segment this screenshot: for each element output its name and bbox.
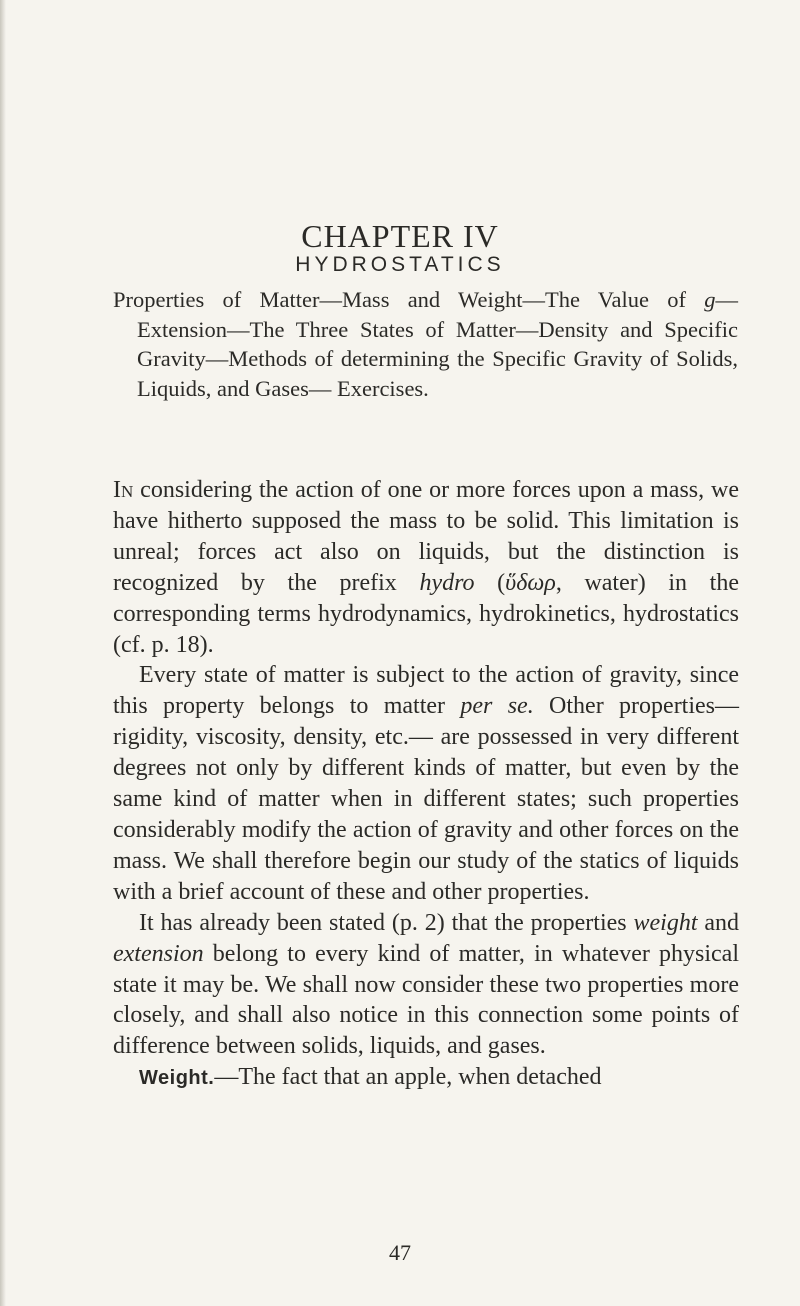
body-text bbox=[113, 475, 739, 1094]
summary-g-symbol: g bbox=[704, 287, 716, 312]
term-weight: weight bbox=[633, 909, 698, 936]
paragraph-text: and bbox=[697, 909, 740, 936]
greek-word: ὕδωρ bbox=[505, 569, 556, 596]
term-hydro: hydro bbox=[419, 569, 475, 596]
summary-text bbox=[113, 285, 738, 403]
paragraph-2 bbox=[113, 660, 739, 907]
paragraph-text: —The fact that an apple, when detached bbox=[214, 1064, 602, 1091]
paragraph-text: considering the action of one or more forces upon a mass, we have hitherto supposed the mass to be solid. This limitation is unreal; forces act also on liquids, but the distinction is recognized by the prefix bbox=[113, 477, 739, 596]
paragraph-lead-word: In bbox=[113, 477, 134, 503]
paragraph-text: , water) in the corresponding terms hydrodynamics, hydrokinetics, hydrostatics (cf. p. 18). bbox=[113, 569, 739, 658]
chapter-title: HYDROSTATICS bbox=[295, 253, 505, 276]
term-per-se: per se. bbox=[460, 693, 534, 720]
summary-text-part: — Extension—The Three States of Matter—Density and Specific Gravity—Methods of determining the Specific Gravity of Solids, Liquids, and Gases— Exercises. bbox=[137, 287, 738, 401]
page-number: 47 bbox=[389, 1240, 411, 1265]
paragraph-1 bbox=[113, 475, 739, 660]
chapter-summary bbox=[113, 285, 738, 403]
summary-text-part: Properties of Matter—Mass and Weight—The Value of bbox=[113, 287, 705, 312]
term-extension: extension bbox=[113, 940, 204, 967]
paragraph-text: Every state of matter is subject to the action of gravity, since this property belongs to matter bbox=[113, 662, 739, 720]
paragraph-4 bbox=[113, 1062, 739, 1094]
paragraph-text: Other properties—rigidity, viscosity, density, etc.— are possessed in very different degrees not only by different kinds of matter, but even by the same kind of matter when in different states; such properties considerably modify the action of gravity and other forces on the mass. We shall therefore begin our study of the statics of liquids with a brief account of these and other properties. bbox=[113, 693, 740, 905]
chapter-heading: CHAPTER IV bbox=[301, 218, 499, 254]
page-gutter-edge bbox=[0, 0, 6, 1306]
paragraph-text: ( bbox=[474, 569, 506, 596]
paragraph-3 bbox=[113, 908, 739, 1063]
paragraph-text: belong to every kind of matter, in whatever physical state it may be. We shall now consider these two properties more closely, and shall also notice in this connection some points of difference between solids, liquids, and gases. bbox=[113, 940, 739, 1060]
paragraph-text: It has already been stated (p. 2) that the properties bbox=[139, 909, 634, 936]
section-heading-weight: Weight. bbox=[139, 1067, 215, 1090]
